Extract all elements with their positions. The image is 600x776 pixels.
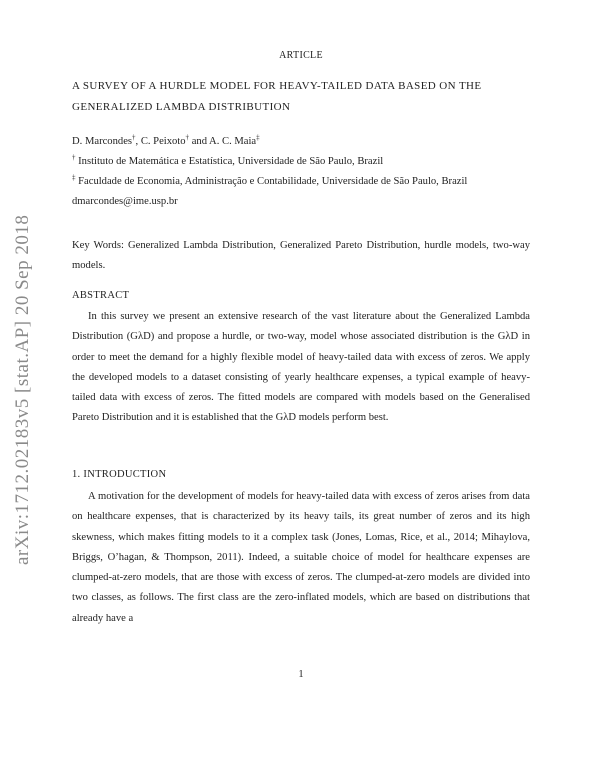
keywords: Key Words: Generalized Lambda Distribution, Generalized Pareto Distribution, hurdle models, two-way models. [72,240,530,271]
introduction-heading: 1. INTRODUCTION [72,469,167,480]
author-block [72,132,530,212]
author-mark-3: ‡ [256,133,260,142]
affiliation-2-mark: ‡ [72,173,76,182]
author-mark-2: † [185,133,190,142]
author-email[interactable]: dmarcondes@ime.usp.br [72,196,178,207]
page-number: 1 [298,669,304,680]
author-names-part3: and A. C. Maia [189,136,257,147]
affiliation-2-text: Faculdade de Economia, Administração e Contabilidade, Universidade de São Paulo, Brazil [75,176,468,187]
affiliation-1-text: Instituto de Matemática e Estatística, Universidade de São Paulo, Brazil [75,156,384,167]
paper-title: A SURVEY OF A HURDLE MODEL FOR HEAVY-TAILED DATA BASED ON THE GENERALIZED LAMBDA DISTRIBUTION [72,80,482,113]
affiliation-2 [72,172,530,192]
abstract-body: In this survey we present an extensive research of the vast literature about the Generalized Lambda Distribution (GλD) and propose a hurdle, or two-way, model whose associated distribution is the GλD in order to meet the demand for a highly flexible model of heavy-tailed data with excess of zeros. We apply the developed models to a dataset consisting of yearly healthcare expenses, a typical example of heavy-tailed data with excess of zeros. The fitted models are compared with models based on the Generalised Pareto Distribution and it is established that the GλD models perform best. [72,311,530,424]
author-mark-1: † [132,133,136,142]
abstract-heading: ABSTRACT [72,290,130,301]
introduction-body: A motivation for the development of models for heavy-tailed data with excess of zeros arises from data on healthcare expenses, that is characterized by its heavy tails, its great number of zeros and its high skewness, which makes fitting models to it a complex task (Jones, Lomas, Rice, et al., 2014; Mihaylova, Briggs, O’hagan, & Thompson, 2011). Indeed, a suitable choice of model for healthcare expenses are clumped-at-zero models, that are those with excess of zeros. The clumped-at-zero models are divided into two classes, as follows. The first class are the zero-inflated models, which are based on distributions that already have a [72,491,530,624]
article-label: ARTICLE [279,50,323,61]
affiliation-1 [72,152,530,172]
author-names [72,132,530,152]
author-names-part2: , C. Peixoto [135,136,186,147]
arxiv-identifier[interactable]: arXiv:1712.02183v5 [stat.AP] 20 Sep 2018 [12,214,33,566]
affiliation-1-mark: † [72,153,76,162]
author-names-part1: D. Marcondes [72,136,133,147]
